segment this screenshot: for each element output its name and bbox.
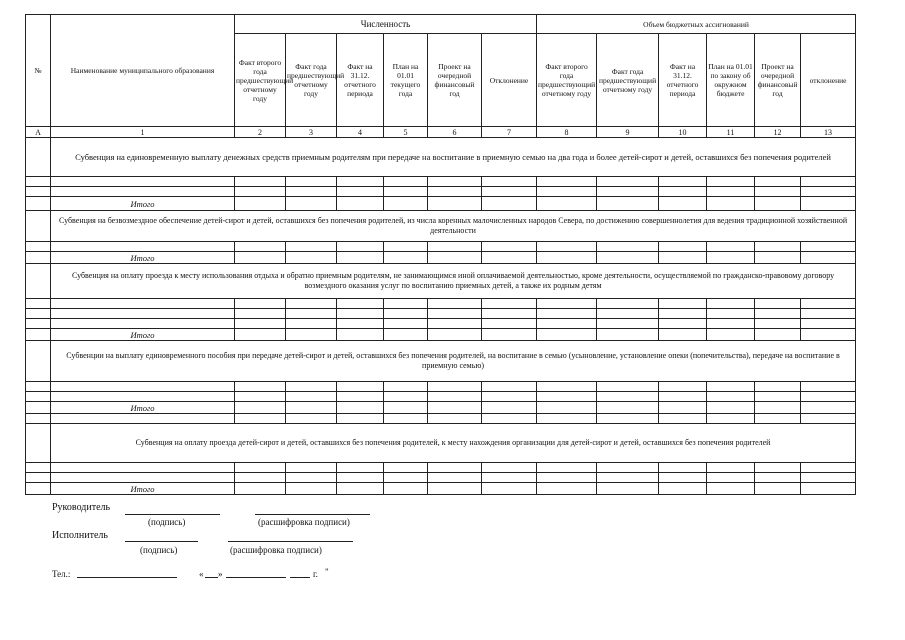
tel-label: Тел.: <box>52 569 71 579</box>
table-row <box>26 414 856 424</box>
head-signature-caption: (подпись) <box>148 517 186 527</box>
total-label: Итого <box>51 483 235 495</box>
section-no-cell <box>26 341 51 382</box>
header-count-col: Факт второго года предшествующий отчетному году <box>235 34 286 127</box>
header-budget-col: Проект на очередной финансовый год <box>755 34 801 127</box>
column-number-row <box>26 127 856 138</box>
year-suffix: г. <box>313 569 318 579</box>
head-decoding-line[interactable] <box>255 514 370 515</box>
header-budget-col: Факт на 31.12. отчетного периода <box>659 34 707 127</box>
total-label: Итого <box>51 252 235 264</box>
table-row <box>26 319 856 329</box>
date-quote-close: » <box>218 569 223 579</box>
column-number: 12 <box>755 127 801 138</box>
column-number: 7 <box>482 127 537 138</box>
header-name: Наименование муниципального образования <box>51 15 235 127</box>
date-day-line[interactable] <box>205 577 218 578</box>
section-no-cell <box>26 138 51 177</box>
column-number: 4 <box>337 127 384 138</box>
total-row <box>26 402 856 414</box>
section-no-cell <box>26 211 51 242</box>
head-label: Руководитель <box>52 502 111 513</box>
column-number: 9 <box>597 127 659 138</box>
column-number: 10 <box>659 127 707 138</box>
table-row <box>26 463 856 473</box>
total-row <box>26 329 856 341</box>
header-count-group: Численность <box>235 15 537 34</box>
total-label: Итого <box>51 329 235 341</box>
header-count-col: Факт на 31.12. отчетного периода <box>337 34 384 127</box>
executor-decoding-line[interactable] <box>228 541 353 542</box>
total-label: Итого <box>51 402 235 414</box>
column-number: 2 <box>235 127 286 138</box>
table-row <box>26 382 856 392</box>
head-signature-line[interactable] <box>125 514 220 515</box>
header-budget-col: Факт года предшествующий отчетному году <box>597 34 659 127</box>
executor-decoding-caption: (расшифровка подписи) <box>230 545 322 555</box>
section-title: Субвенции на выплату единовременного пособия при передаче детей-сирот и детей, оставшихся без попечения родителей, на воспитание в семью (усыновление, установление опеки (попечительства), передаче на воспитание в приемную семью) <box>51 341 856 382</box>
total-row <box>26 252 856 264</box>
date-quote-open: « <box>199 569 204 579</box>
total-row <box>26 483 856 495</box>
header-budget-group: Объем бюджетных ассигнований <box>537 15 856 34</box>
column-number: 6 <box>428 127 482 138</box>
total-row <box>26 197 856 211</box>
table-row <box>26 177 856 187</box>
table-row <box>26 309 856 319</box>
table-row <box>26 473 856 483</box>
column-number: 13 <box>801 127 856 138</box>
head-decoding-caption: (расшифровка подписи) <box>258 517 350 527</box>
subvention-report-table <box>25 14 856 495</box>
executor-signature-line[interactable] <box>125 541 198 542</box>
section-title: Субвенция на единовременную выплату денежных средств приемным родителям при передаче на воспитание в приемную семью на два года и более детей-сирот и детей, оставшихся без попечения родителей <box>51 138 856 177</box>
trailing-quote: " <box>325 567 329 577</box>
section-no-cell <box>26 264 51 299</box>
section-no-cell <box>26 424 51 463</box>
date-year-line[interactable] <box>290 577 310 578</box>
tel-field-line[interactable] <box>77 577 177 578</box>
column-number: А <box>26 127 51 138</box>
header-count-col: Проект на очередной финансовый год <box>428 34 482 127</box>
section-title: Субвенция на оплату проезда детей-сирот и детей, оставшихся без попечения родителей, к месту нахождения организации для детей-сирот и детей, оставшихся без попечения родителей <box>51 424 856 463</box>
header-budget-col: План на 01.01 по закону об окружном бюджете <box>707 34 755 127</box>
total-label: Итого <box>51 197 235 211</box>
executor-label: Исполнитель <box>52 530 108 541</box>
table-row <box>26 392 856 402</box>
column-number: 3 <box>286 127 337 138</box>
table-row <box>26 187 856 197</box>
executor-signature-caption: (подпись) <box>140 545 178 555</box>
header-budget-col: отклонение <box>801 34 856 127</box>
header-budget-col: Факт второго года предшествующий отчетному году <box>537 34 597 127</box>
header-count-col: Факт года предшествующий отчетному году <box>286 34 337 127</box>
header-count-col: Отклонение <box>482 34 537 127</box>
date-month-line[interactable] <box>226 577 286 578</box>
column-number: 1 <box>51 127 235 138</box>
table-row <box>26 299 856 309</box>
column-number: 5 <box>384 127 428 138</box>
section-title: Субвенция на оплату проезда к месту использования отдыха и обратно приемным родителям, не занимающимся иной оплачиваемой деятельностью, кроме деятельности, осуществляемой по гражданско-правовому договору возмездного оказания услуг по воспитанию приемных детей, а также их родным детям <box>51 264 856 299</box>
header-no: № <box>26 15 51 127</box>
column-number: 8 <box>537 127 597 138</box>
header-count-col: План на 01.01 текущего года <box>384 34 428 127</box>
table-row <box>26 242 856 252</box>
column-number: 11 <box>707 127 755 138</box>
section-title: Субвенция на безвозмездное обеспечение детей-сирот и детей, оставшихся без попечения родителей, из числа коренных малочисленных народов Севера, по достижению совершеннолетия для ведения традиционной хозяйственной деятельности <box>51 211 856 242</box>
